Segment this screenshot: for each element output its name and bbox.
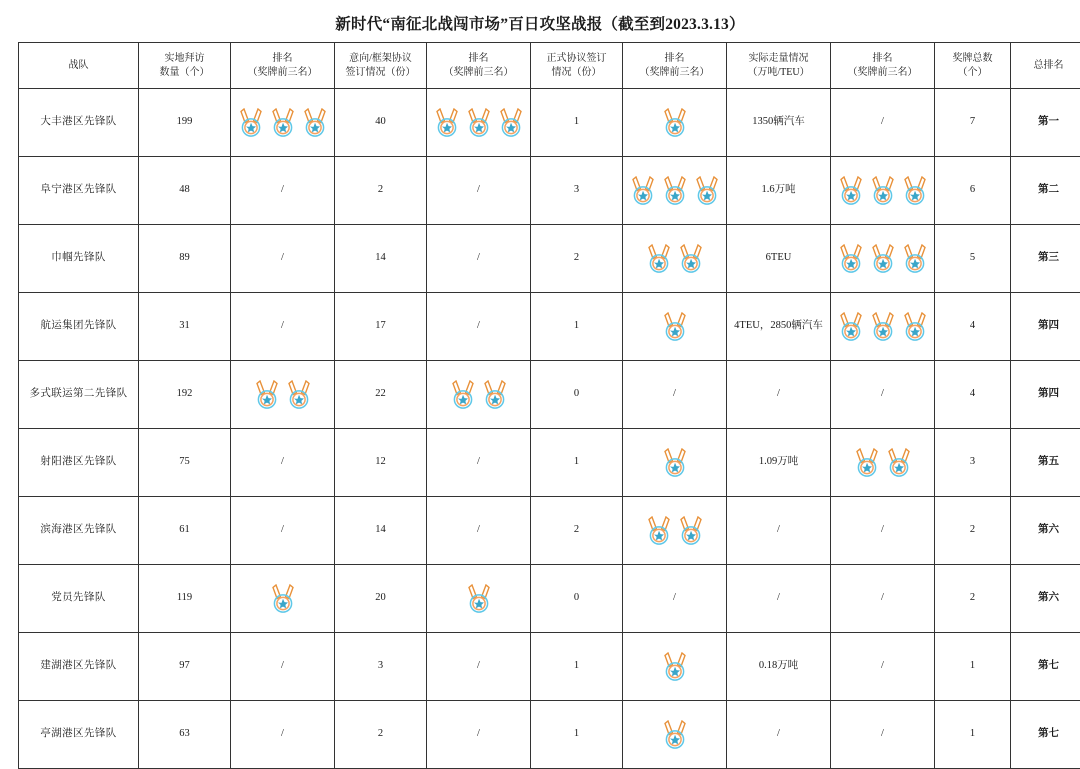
- cell-rank-formal: [623, 497, 727, 565]
- medal-icon: [854, 448, 880, 478]
- cell-rank-volume: [831, 293, 935, 361]
- table-row: [19, 89, 1080, 157]
- medal-icon: [286, 380, 312, 410]
- cell-overall-rank: 第五: [1011, 429, 1080, 497]
- cell-volume: 4TEU，2850辆汽车: [727, 293, 831, 361]
- medal-icon: [902, 176, 928, 206]
- cell-overall-rank: 第三: [1011, 225, 1080, 293]
- cell-formal-count: 0: [531, 565, 623, 633]
- cell-rank-intent: /: [427, 497, 531, 565]
- medal-group: [626, 176, 723, 206]
- table-row: [19, 429, 1080, 497]
- table-row: [19, 633, 1080, 701]
- medal-group: [626, 516, 723, 546]
- cell-rank-visits: /: [231, 633, 335, 701]
- medal-icon: [270, 108, 296, 138]
- cell-rank-intent: /: [427, 225, 531, 293]
- medal-icon: [678, 516, 704, 546]
- medal-group: [834, 312, 931, 342]
- medal-icon: [902, 312, 928, 342]
- cell-rank-formal: /: [623, 565, 727, 633]
- cell-formal-count: 2: [531, 225, 623, 293]
- cell-rank-visits: [231, 361, 335, 429]
- cell-team-name: 亭湖港区先锋队: [19, 701, 139, 769]
- medal-group: [626, 244, 723, 274]
- cell-formal-count: 1: [531, 429, 623, 497]
- cell-visit-count: 97: [139, 633, 231, 701]
- medal-icon: [238, 108, 264, 138]
- cell-overall-rank: 第六: [1011, 565, 1080, 633]
- cell-rank-intent: /: [427, 701, 531, 769]
- medal-icon: [870, 176, 896, 206]
- cell-rank-intent: /: [427, 157, 531, 225]
- medal-group: [626, 720, 723, 750]
- cell-volume: /: [727, 701, 831, 769]
- medal-icon: [270, 584, 296, 614]
- cell-volume: 6TEU: [727, 225, 831, 293]
- cell-rank-volume: /: [831, 361, 935, 429]
- cell-rank-visits: [231, 89, 335, 157]
- cell-medal-total: 4: [935, 293, 1011, 361]
- cell-visit-count: 199: [139, 89, 231, 157]
- cell-rank-intent: /: [427, 293, 531, 361]
- medal-icon: [466, 584, 492, 614]
- medal-icon: [678, 244, 704, 274]
- cell-visit-count: 48: [139, 157, 231, 225]
- column-header-formal: 正式协议签订 情况（份）: [531, 43, 623, 89]
- medal-group: [234, 108, 331, 138]
- cell-intent-count: 2: [335, 701, 427, 769]
- cell-team-name: 大丰港区先锋队: [19, 89, 139, 157]
- cell-rank-intent: [427, 565, 531, 633]
- cell-volume: /: [727, 497, 831, 565]
- cell-rank-visits: /: [231, 701, 335, 769]
- medal-icon: [482, 380, 508, 410]
- medal-icon: [646, 516, 672, 546]
- cell-intent-count: 20: [335, 565, 427, 633]
- medal-icon: [838, 244, 864, 274]
- cell-visit-count: 89: [139, 225, 231, 293]
- medal-icon: [662, 108, 688, 138]
- cell-team-name: 射阳港区先锋队: [19, 429, 139, 497]
- cell-team-name: 航运集团先锋队: [19, 293, 139, 361]
- cell-overall-rank: 第二: [1011, 157, 1080, 225]
- medal-icon: [902, 244, 928, 274]
- column-header-rank-intent: 排名 （奖牌前三名）: [427, 43, 531, 89]
- cell-rank-formal: [623, 701, 727, 769]
- medal-icon: [630, 176, 656, 206]
- medal-group: [234, 584, 331, 614]
- cell-rank-volume: /: [831, 89, 935, 157]
- cell-volume: /: [727, 565, 831, 633]
- medal-icon: [870, 312, 896, 342]
- table-row: [19, 157, 1080, 225]
- cell-intent-count: 2: [335, 157, 427, 225]
- cell-visit-count: 63: [139, 701, 231, 769]
- cell-rank-volume: /: [831, 633, 935, 701]
- cell-rank-volume: [831, 225, 935, 293]
- column-header-rank-visits: 排名 （奖牌前三名）: [231, 43, 335, 89]
- cell-formal-count: 1: [531, 89, 623, 157]
- cell-volume: 1.6万吨: [727, 157, 831, 225]
- table-row: [19, 361, 1080, 429]
- medal-group: [834, 176, 931, 206]
- cell-medal-total: 2: [935, 565, 1011, 633]
- cell-rank-formal: /: [623, 361, 727, 429]
- medal-icon: [662, 312, 688, 342]
- cell-visit-count: 192: [139, 361, 231, 429]
- medal-icon: [302, 108, 328, 138]
- cell-intent-count: 14: [335, 225, 427, 293]
- cell-rank-volume: /: [831, 701, 935, 769]
- cell-medal-total: 7: [935, 89, 1011, 157]
- table-header-row: [19, 43, 1080, 89]
- cell-formal-count: 0: [531, 361, 623, 429]
- medal-group: [626, 108, 723, 138]
- medal-icon: [646, 244, 672, 274]
- cell-rank-formal: [623, 429, 727, 497]
- cell-formal-count: 2: [531, 497, 623, 565]
- table-row: [19, 497, 1080, 565]
- medal-icon: [450, 380, 476, 410]
- medal-group: [430, 380, 527, 410]
- page-title: 新时代“南征北战闯市场”百日攻坚战报（截至到2023.3.13）: [18, 12, 1062, 34]
- cell-rank-visits: /: [231, 497, 335, 565]
- cell-rank-formal: [623, 225, 727, 293]
- column-header-team: 战队: [19, 43, 139, 89]
- medal-icon: [466, 108, 492, 138]
- table-row: [19, 565, 1080, 633]
- cell-rank-visits: /: [231, 293, 335, 361]
- cell-intent-count: 22: [335, 361, 427, 429]
- cell-rank-formal: [623, 157, 727, 225]
- cell-medal-total: 4: [935, 361, 1011, 429]
- table-row: [19, 293, 1080, 361]
- cell-medal-total: 2: [935, 497, 1011, 565]
- cell-medal-total: 6: [935, 157, 1011, 225]
- cell-rank-volume: [831, 429, 935, 497]
- cell-volume: 1350辆汽车: [727, 89, 831, 157]
- medal-icon: [662, 652, 688, 682]
- cell-team-name: 建湖港区先锋队: [19, 633, 139, 701]
- medal-icon: [870, 244, 896, 274]
- cell-formal-count: 1: [531, 293, 623, 361]
- cell-team-name: 多式联运第二先锋队: [19, 361, 139, 429]
- medal-icon: [662, 448, 688, 478]
- battle-report-table: [18, 42, 1080, 769]
- cell-overall-rank: 第一: [1011, 89, 1080, 157]
- cell-team-name: 阜宁港区先锋队: [19, 157, 139, 225]
- cell-formal-count: 1: [531, 633, 623, 701]
- cell-volume: 0.18万吨: [727, 633, 831, 701]
- cell-visit-count: 61: [139, 497, 231, 565]
- table-header: [19, 43, 1080, 89]
- medal-icon: [498, 108, 524, 138]
- cell-rank-formal: [623, 633, 727, 701]
- cell-intent-count: 17: [335, 293, 427, 361]
- cell-rank-visits: [231, 565, 335, 633]
- cell-formal-count: 1: [531, 701, 623, 769]
- cell-medal-total: 5: [935, 225, 1011, 293]
- cell-rank-formal: [623, 293, 727, 361]
- column-header-medal-total: 奖牌总数 （个）: [935, 43, 1011, 89]
- medal-group: [834, 448, 931, 478]
- column-header-rank-volume: 排名 （奖牌前三名）: [831, 43, 935, 89]
- cell-overall-rank: 第七: [1011, 633, 1080, 701]
- table-row: [19, 225, 1080, 293]
- cell-medal-total: 1: [935, 633, 1011, 701]
- cell-rank-volume: /: [831, 497, 935, 565]
- cell-team-name: 党员先锋队: [19, 565, 139, 633]
- medal-group: [626, 312, 723, 342]
- cell-medal-total: 1: [935, 701, 1011, 769]
- medal-group: [234, 380, 331, 410]
- medal-icon: [254, 380, 280, 410]
- cell-rank-volume: [831, 157, 935, 225]
- cell-volume: /: [727, 361, 831, 429]
- cell-rank-intent: [427, 89, 531, 157]
- medal-group: [430, 584, 527, 614]
- medal-icon: [838, 176, 864, 206]
- cell-rank-visits: /: [231, 429, 335, 497]
- cell-overall-rank: 第六: [1011, 497, 1080, 565]
- column-header-intent: 意向/框架协议 签订情况（份）: [335, 43, 427, 89]
- medal-group: [626, 448, 723, 478]
- cell-volume: 1.09万吨: [727, 429, 831, 497]
- medal-icon: [838, 312, 864, 342]
- cell-rank-visits: /: [231, 225, 335, 293]
- cell-visit-count: 75: [139, 429, 231, 497]
- cell-intent-count: 40: [335, 89, 427, 157]
- cell-formal-count: 3: [531, 157, 623, 225]
- medal-group: [834, 244, 931, 274]
- cell-intent-count: 12: [335, 429, 427, 497]
- cell-overall-rank: 第四: [1011, 361, 1080, 429]
- cell-rank-visits: /: [231, 157, 335, 225]
- cell-medal-total: 3: [935, 429, 1011, 497]
- cell-intent-count: 14: [335, 497, 427, 565]
- cell-visit-count: 119: [139, 565, 231, 633]
- cell-overall-rank: 第四: [1011, 293, 1080, 361]
- cell-rank-intent: /: [427, 429, 531, 497]
- cell-intent-count: 3: [335, 633, 427, 701]
- column-header-visits: 实地拜访 数量（个）: [139, 43, 231, 89]
- column-header-overall-rank: 总排名: [1011, 43, 1080, 89]
- column-header-volume: 实际走量情况 （万吨/TEU）: [727, 43, 831, 89]
- medal-icon: [662, 176, 688, 206]
- medal-icon: [694, 176, 720, 206]
- medal-icon: [434, 108, 460, 138]
- cell-rank-volume: /: [831, 565, 935, 633]
- cell-team-name: 巾帼先锋队: [19, 225, 139, 293]
- column-header-rank-formal: 排名 （奖牌前三名）: [623, 43, 727, 89]
- medal-icon: [886, 448, 912, 478]
- table-row: [19, 701, 1080, 769]
- cell-visit-count: 31: [139, 293, 231, 361]
- cell-rank-formal: [623, 89, 727, 157]
- medal-group: [626, 652, 723, 682]
- cell-rank-intent: /: [427, 633, 531, 701]
- cell-rank-intent: [427, 361, 531, 429]
- medal-group: [430, 108, 527, 138]
- cell-team-name: 滨海港区先锋队: [19, 497, 139, 565]
- table-body: [19, 89, 1080, 769]
- medal-icon: [662, 720, 688, 750]
- cell-overall-rank: 第七: [1011, 701, 1080, 769]
